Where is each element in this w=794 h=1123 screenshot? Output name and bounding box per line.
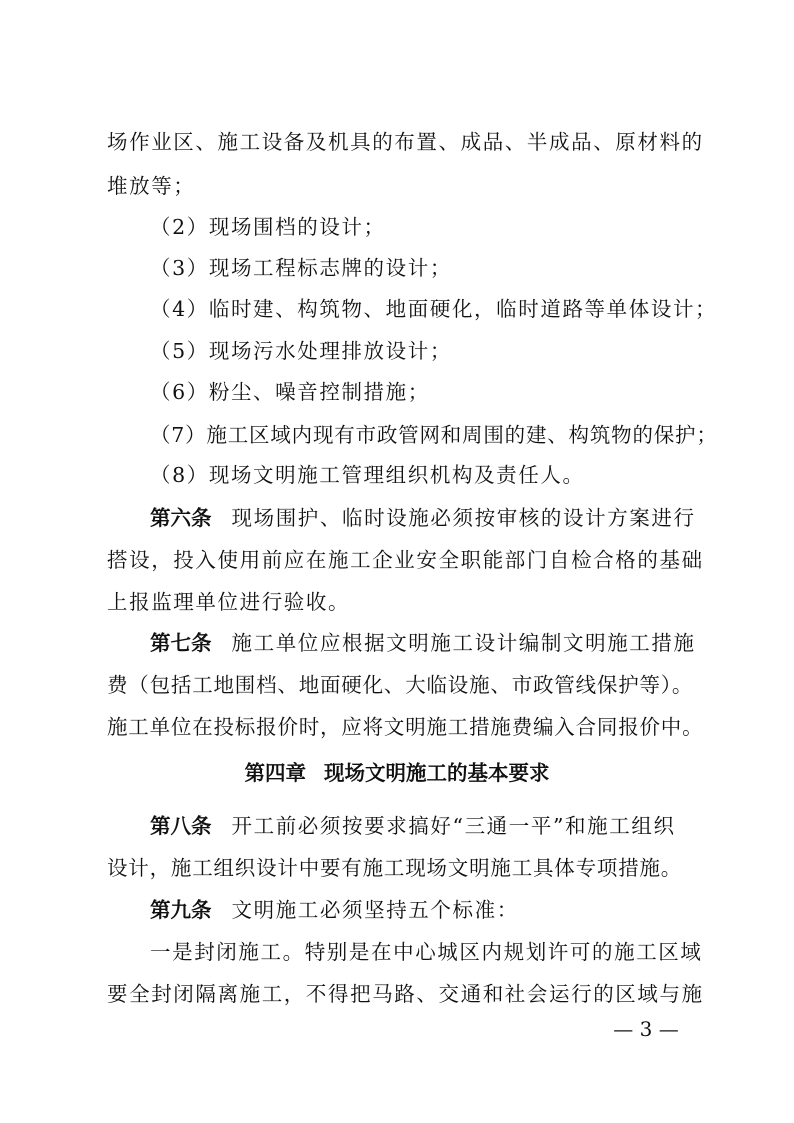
paragraph-line: 堆放等； [107,174,196,198]
chapter-label: 第四章 [244,761,306,785]
chapter-heading [0,759,794,787]
article-text: 现场围护、临时设施必须按审核的设计方案进行 [231,506,696,530]
paragraph-line: 搭设，投入使用前应在施工企业安全职能部门自检合格的基础 [107,548,704,572]
chapter-title: 现场文明施工的基本要求 [324,761,550,785]
article-text: 施工单位应根据文明施工设计编制文明施工措施 [231,631,696,655]
paragraph-line: 设计，施工组织设计中要有施工现场文明施工具体专项措施。 [107,856,683,880]
paragraph-line: 施工单位在投标报价时，应将文明施工措施费编入合同报价中。 [107,715,704,739]
list-item: （3）现场工程标志牌的设计； [150,256,452,280]
list-item: （8）现场文明施工管理组织机构及责任人。 [150,463,585,487]
list-item: （7）施工区域内现有市政管网和周围的建、构筑物的保护； [150,423,718,447]
list-item: （4）临时建、构筑物、地面硬化，临时道路等单体设计； [150,297,718,321]
article-label: 第七条 [150,631,212,655]
paragraph-line: 上报监理单位进行验收。 [107,590,351,614]
article-text: 文明施工必须坚持五个标准： [231,898,519,922]
article-line [150,629,696,657]
list-item: （2）现场围档的设计； [150,215,386,239]
paragraph-line: 费（包括工地围档、地面硬化、大临设施、市政管线保护等）。 [107,673,694,697]
article-text: 开工前必须按要求搞好“三通一平”和施工组织 [231,814,676,838]
article-label: 第九条 [150,898,212,922]
paragraph-line: 要全封闭隔离施工，不得把马路、交通和社会运行的区域与施 [107,982,704,1006]
article-label: 第六条 [150,506,212,530]
article-line [150,504,696,532]
article-label: 第八条 [150,814,212,838]
list-item: （5）现场污水处理排放设计； [150,339,452,363]
paragraph-line: 场作业区、施工设备及机具的布置、成品、半成品、原材料的 [107,130,704,154]
list-item: （6）粉尘、噪音控制措施； [150,380,430,404]
page-number: — 3 — [613,1017,679,1041]
article-line [150,896,690,924]
article-line [150,812,690,840]
paragraph-line: 一是封闭施工。特别是在中心城区内规划许可的施工区域 [150,940,703,964]
